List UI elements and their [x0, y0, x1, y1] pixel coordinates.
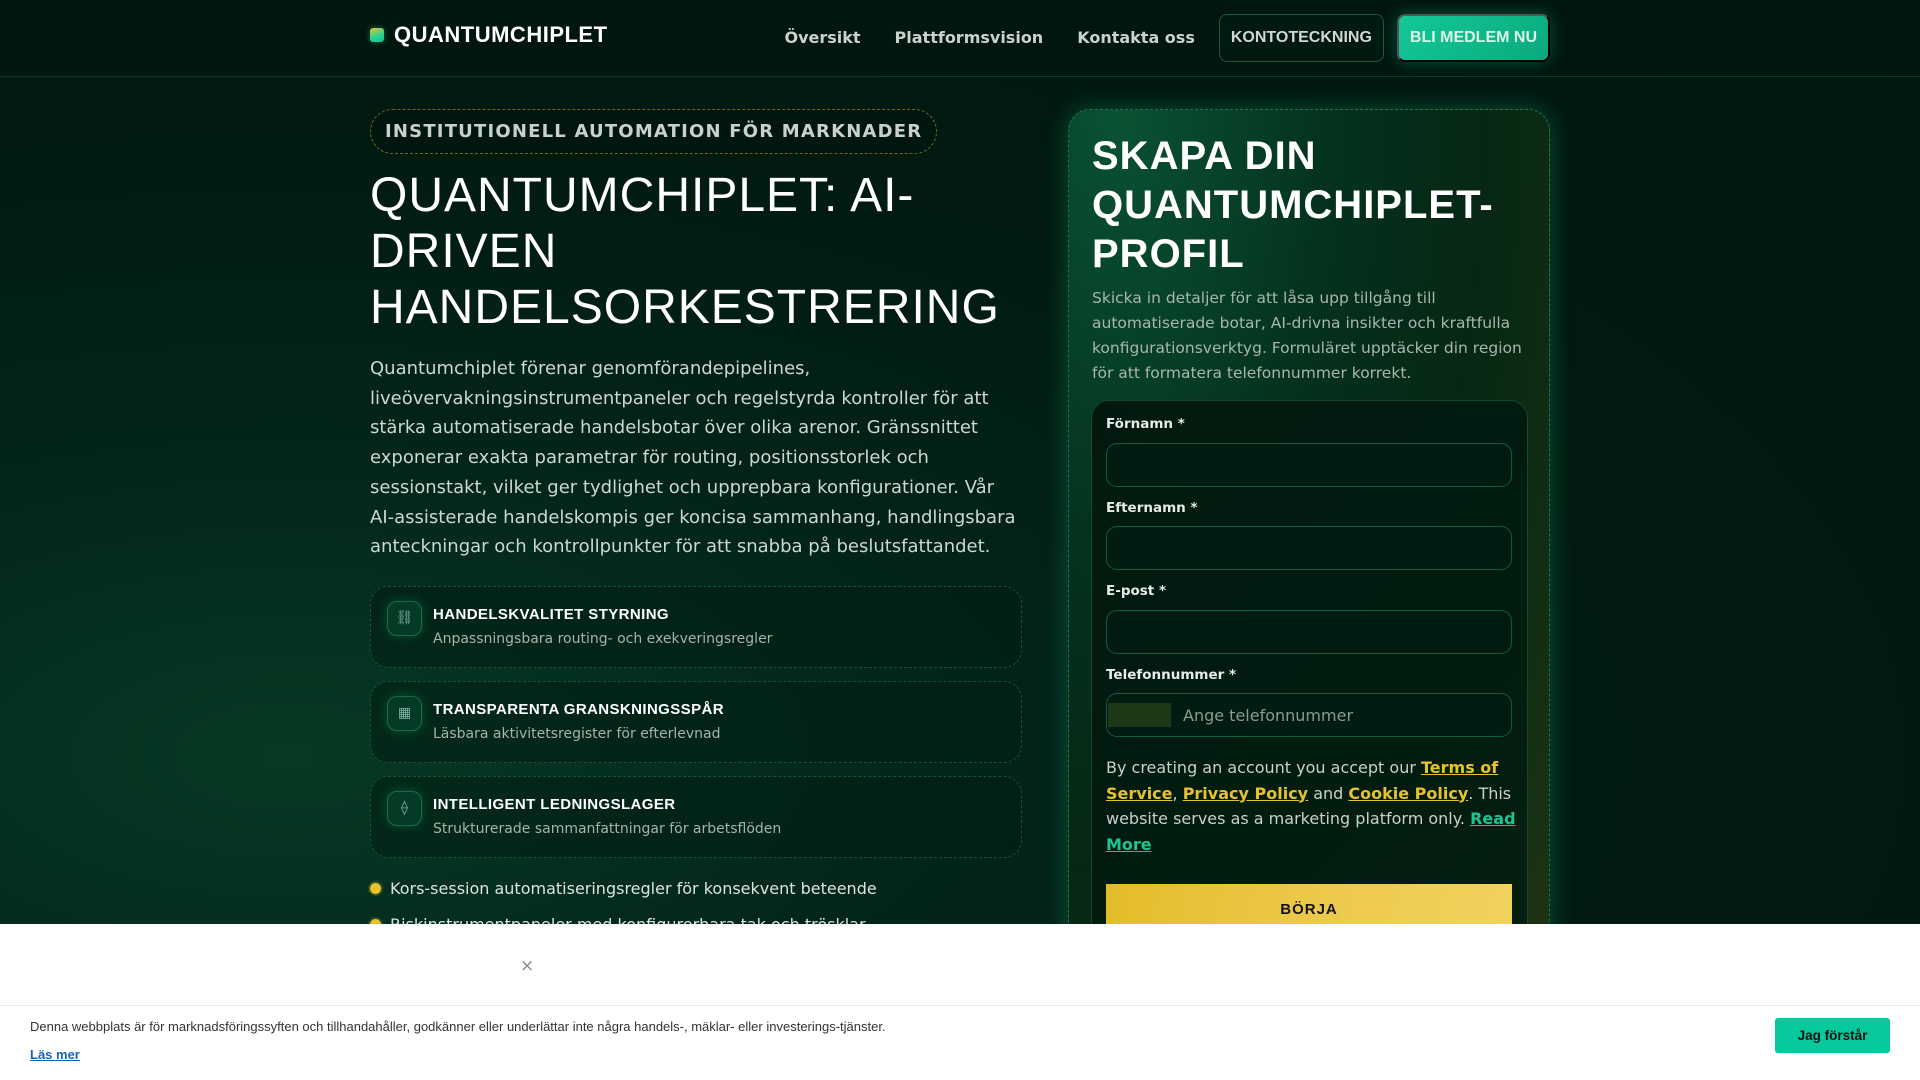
feature-title: TRANSPARENTA GRANSKNINGSSPÅR: [433, 700, 724, 718]
close-icon[interactable]: ×: [520, 956, 535, 976]
feature-subtitle: Läsbara aktivitetsregister för efterlevnad: [433, 725, 721, 742]
phone-label: Telefonnummer *: [1106, 667, 1237, 683]
bullet-text: Kors-session automatiseringsregler för konsekvent beteende: [390, 879, 877, 899]
last-name-label: Efternamn *: [1106, 500, 1198, 516]
last-name-field[interactable]: [1106, 526, 1512, 570]
email-field[interactable]: [1106, 610, 1512, 654]
feature-list: [370, 586, 1022, 858]
feature-card: [370, 681, 1022, 763]
feature-title: INTELLIGENT LEDNINGSLAGER: [433, 795, 676, 813]
signup-description: Skicka in detaljer för att låsa upp tillgång till automatiserade botar, AI-drivna insikter och kraftfulla konfigurationsverktyg. Formuläret upptäcker din region för att formatera telefonnummer korrekt.: [1092, 289, 1522, 382]
feature-card: [370, 776, 1022, 858]
nav-link-plattformsvision[interactable]: Plattformsvision: [894, 28, 1044, 47]
ledger-icon: ▦: [387, 696, 422, 731]
consent-text: [1106, 755, 1516, 857]
hero-title: QUANTUMCHIPLET: AI-DRIVEN HANDELSORKESTRERING: [370, 169, 1000, 334]
feature-title: HANDELSKVALITET STYRNING: [433, 605, 669, 623]
signup-button[interactable]: KONTOTECKNING: [1219, 14, 1384, 62]
signup-card: [1068, 109, 1550, 1009]
diamond-icon: ⟠: [387, 791, 422, 826]
divider: [0, 1005, 1920, 1006]
country-flag-selector[interactable]: [1108, 703, 1171, 727]
nav-link-oversikt[interactable]: Översikt: [784, 28, 861, 47]
consent-prefix: By creating an account you accept our: [1106, 758, 1421, 777]
nav-link-kontakta-oss[interactable]: Kontakta oss: [1077, 28, 1195, 47]
join-now-button[interactable]: BLI MEDLEM NU: [1397, 14, 1550, 62]
site-header: [0, 0, 1920, 77]
brand-name: QUANTUMCHIPLET: [394, 22, 608, 47]
terms-of-service-link[interactable]: Terms of Service: [1106, 758, 1499, 803]
read-more-link[interactable]: Read More: [1106, 809, 1516, 854]
eyebrow-badge: INSTITUTIONELL AUTOMATION FÖR MARKNADER: [370, 109, 937, 154]
signup-title: SKAPA DIN QUANTUMCHIPLET-PROFIL: [1092, 134, 1494, 276]
consent-comma: ,: [1172, 783, 1183, 803]
brand-logo[interactable]: [370, 22, 608, 48]
logo-mark-icon: [370, 28, 384, 42]
consent-suffix: . This website serves as a marketing platform only.: [1106, 783, 1512, 828]
hero-section: [370, 109, 1022, 943]
first-name-field[interactable]: [1106, 443, 1512, 487]
cookie-policy-link[interactable]: Cookie Policy: [1348, 783, 1469, 803]
signup-form: [1091, 400, 1528, 1009]
cookie-banner: [0, 924, 1920, 1080]
first-name-label: Förnamn *: [1106, 416, 1185, 432]
feature-card: [370, 586, 1022, 668]
cookie-accept-button[interactable]: Jag förstår: [1775, 1018, 1890, 1053]
cookie-read-more-link[interactable]: Läs mer: [30, 1047, 80, 1062]
list-item: [370, 871, 1022, 907]
privacy-policy-link[interactable]: Privacy Policy: [1182, 783, 1309, 803]
cookie-disclaimer-text: Denna webbplats är för marknadsföringssyften och tillhandahåller, godkänner eller underlättar inte några handels-, mäklar- eller investerings-tjänster.: [30, 1019, 886, 1034]
hero-description: Quantumchiplet förenar genomförandepipelines, liveövervakningsinstrumentpaneler och regelstyrda kontroller för att stärka automatiserade handelsbotar över olika arenor. Gränssnittet exponerar exakta parametrar för routing, positionsstorlek och sessionstakt, vilket ger tydlighet och upprepbara konfigurationer. Vår AI-assisterade handelskompis ger koncisa sammanhang, handlingsbara anteckningar och kontrollpunkter för att snabba på beslutsfattandet.: [370, 358, 1016, 558]
chain-link-icon: ⛓: [387, 601, 422, 636]
main-nav: [784, 14, 1550, 62]
phone-field[interactable]: [1183, 694, 1503, 736]
feature-subtitle: Anpassningsbara routing- och exekveringsregler: [433, 630, 773, 647]
phone-field-wrapper: [1106, 693, 1512, 737]
feature-subtitle: Strukturerade sammanfattningar för arbetsflöden: [433, 820, 782, 837]
email-label: E-post *: [1106, 583, 1167, 599]
submit-button[interactable]: BÖRJA: [1106, 884, 1512, 934]
bullet-dot-icon: [370, 883, 381, 894]
consent-and: and: [1308, 783, 1349, 803]
